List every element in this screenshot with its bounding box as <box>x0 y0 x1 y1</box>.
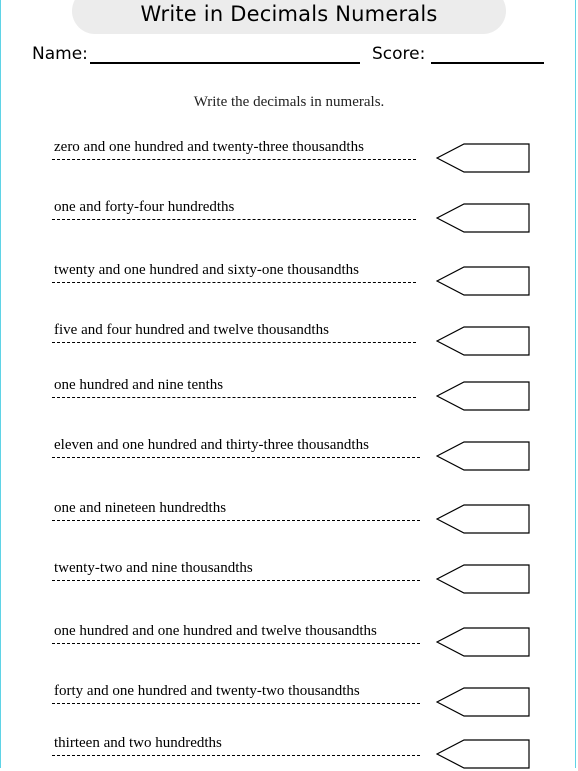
question-text: one and forty-four hundredths <box>54 199 235 215</box>
answer-box[interactable] <box>436 143 530 173</box>
question-line <box>52 755 420 756</box>
score-field[interactable] <box>431 62 544 64</box>
question-text: thirteen and two hundredths <box>54 735 222 751</box>
question-text: one and nineteen hundredths <box>54 500 227 516</box>
question-line <box>52 457 420 458</box>
question-item <box>52 735 572 771</box>
title-banner <box>72 0 506 34</box>
score-label: Score: <box>372 44 426 64</box>
page-title: Write in Decimals Numerals <box>140 2 438 26</box>
question-item <box>52 560 572 596</box>
question-text: eleven and one hundred and thirty-three thousandths <box>54 437 369 453</box>
question-item <box>52 262 572 298</box>
question-item <box>52 683 572 719</box>
question-text: five and four hundred and twelve thousandths <box>54 322 329 338</box>
answer-box[interactable] <box>436 441 530 471</box>
answer-box[interactable] <box>436 504 530 534</box>
answer-box[interactable] <box>436 687 530 717</box>
answer-box[interactable] <box>436 564 530 594</box>
question-item <box>52 199 572 235</box>
question-item <box>52 377 572 413</box>
question-line <box>52 580 420 581</box>
question-text: one hundred and nine tenths <box>54 377 224 393</box>
question-line <box>52 219 416 220</box>
question-item <box>52 500 572 536</box>
question-line <box>52 643 420 644</box>
instructions: Write the decimals in numerals. <box>193 94 385 110</box>
question-text: forty and one hundred and twenty-two thousandths <box>54 683 360 699</box>
question-item <box>52 437 572 473</box>
answer-box[interactable] <box>436 739 530 769</box>
header-row <box>32 42 546 68</box>
name-field[interactable] <box>90 62 360 64</box>
question-line <box>52 282 416 283</box>
question-line <box>52 159 416 160</box>
question-item <box>52 322 572 358</box>
question-text: twenty-two and nine thousandths <box>54 560 253 576</box>
answer-box[interactable] <box>436 381 530 411</box>
question-line <box>52 397 416 398</box>
question-item <box>52 623 572 659</box>
question-line <box>52 342 416 343</box>
question-line <box>52 703 420 704</box>
question-item <box>52 139 572 175</box>
answer-box[interactable] <box>436 326 530 356</box>
question-text: twenty and one hundred and sixty-one thousandths <box>54 262 359 278</box>
answer-box[interactable] <box>436 627 530 657</box>
question-line <box>52 520 420 521</box>
question-text: zero and one hundred and twenty-three thousandths <box>54 139 364 155</box>
answer-box[interactable] <box>436 266 530 296</box>
question-text: one hundred and one hundred and twelve thousandths <box>54 623 377 639</box>
name-label: Name: <box>32 44 88 64</box>
answer-box[interactable] <box>436 203 530 233</box>
